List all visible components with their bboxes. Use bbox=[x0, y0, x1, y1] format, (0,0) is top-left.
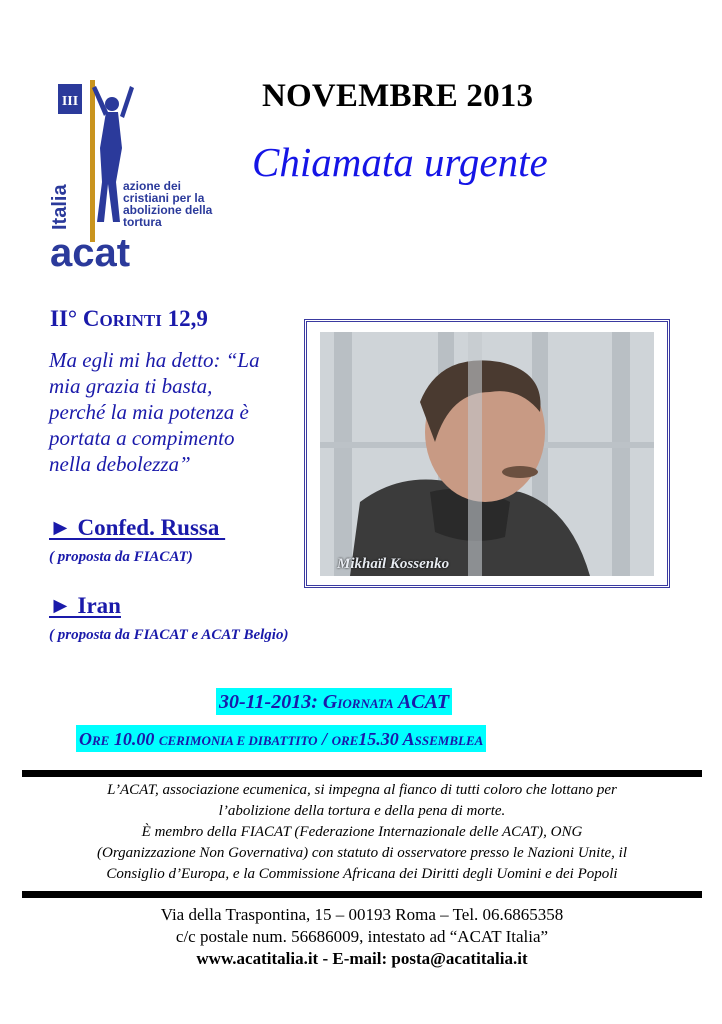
scripture-reference-smallcaps: ORINTI bbox=[99, 311, 162, 330]
event-line1-b: ACAT bbox=[393, 691, 450, 713]
photo-caption: Mikhaïl Kossenko bbox=[337, 556, 450, 572]
acat-description bbox=[22, 780, 702, 885]
contact-footer bbox=[22, 904, 702, 970]
prisoner-photo-graphic bbox=[320, 332, 654, 576]
event-date-banner bbox=[216, 688, 452, 715]
description-line: Consiglio d’Europa, e la Commissione Africana dei Diritti degli Uomini e dei Popoli bbox=[106, 866, 618, 882]
month-heading: NOVEMBRE 2013 bbox=[262, 78, 534, 114]
svg-text:tortura: tortura bbox=[123, 215, 162, 229]
quote-line: perché la mia potenza è bbox=[49, 400, 249, 424]
event-line1-a: 30-11-2013: G bbox=[219, 691, 338, 713]
description-line: l’abolizione della tortura e della pena di morte. bbox=[218, 803, 506, 819]
acat-logo-graphic bbox=[46, 72, 220, 272]
case-russia-title: ► Confed. Russa bbox=[49, 515, 226, 540]
event-line2-sc3: ORE bbox=[331, 733, 359, 748]
footer-address: Via della Traspontina, 15 – 00193 Roma – Tel. 06.6865358 bbox=[160, 905, 564, 924]
description-line: (Organizzazione Non Governativa) con statuto di osservatore presso le Nazioni Unite, il bbox=[97, 845, 627, 861]
event-line1-smallcaps: IORNATA bbox=[337, 696, 394, 711]
description-line: È membro della FIACAT (Federazione Internazionale delle ACAT), ONG bbox=[141, 824, 583, 840]
logo-tagline bbox=[123, 179, 213, 229]
svg-text:abolizione della: abolizione della bbox=[123, 203, 213, 217]
logo-brand: acat bbox=[50, 231, 131, 272]
event-line2-c: / bbox=[317, 729, 332, 749]
divider-bottom bbox=[22, 891, 702, 898]
divider-top bbox=[22, 770, 702, 777]
scripture-quote bbox=[49, 347, 299, 477]
logo-italia-text: Italia bbox=[49, 184, 71, 230]
description-line: L’ACAT, associazione ecumenica, si impegna al fianco di tutti coloro che lottano per bbox=[107, 782, 617, 798]
case-iran-subtitle: ( proposta da FIACAT e ACAT Belgio) bbox=[49, 627, 289, 643]
quote-line: nella debolezza” bbox=[49, 452, 191, 476]
scripture-reference bbox=[50, 306, 208, 332]
event-schedule-banner bbox=[76, 725, 486, 752]
footer-postal-account: c/c postale num. 56686009, intestato ad “ACAT Italia” bbox=[175, 927, 549, 946]
event-line2-sc1: RE bbox=[92, 733, 110, 748]
quote-line: Ma egli mi ha detto: “La bbox=[49, 348, 260, 372]
logo-post bbox=[90, 80, 95, 242]
svg-text:azione dei: azione dei bbox=[123, 179, 182, 193]
case-iran-title: ► Iran bbox=[49, 593, 121, 618]
svg-text:cristiani per la: cristiani per la bbox=[123, 191, 205, 205]
event-line2-sc2: CERIMONIA E DIBATTITO bbox=[158, 733, 318, 748]
event-line2-b: 10.00 bbox=[109, 729, 159, 749]
scripture-reference-suffix: 12,9 bbox=[161, 306, 208, 331]
prisoner-photo bbox=[320, 332, 654, 576]
quote-line: mia grazia ti basta, bbox=[49, 374, 213, 398]
event-line2-a: O bbox=[79, 729, 92, 749]
page-title: Chiamata urgente bbox=[252, 139, 548, 185]
event-line2-sc4: SSEMBLEA bbox=[414, 733, 484, 748]
scripture-reference-prefix: II° C bbox=[50, 306, 100, 331]
acat-logo bbox=[46, 72, 220, 272]
footer-web-email[interactable]: www.acatitalia.it - E-mail: posta@acatitalia.it bbox=[196, 949, 528, 968]
event-line2-d: 15.30 A bbox=[358, 729, 415, 749]
quote-line: portata a compimento bbox=[49, 426, 235, 450]
logo-numeral: III bbox=[61, 94, 79, 109]
case-russia-subtitle: ( proposta da FIACAT) bbox=[49, 549, 193, 565]
